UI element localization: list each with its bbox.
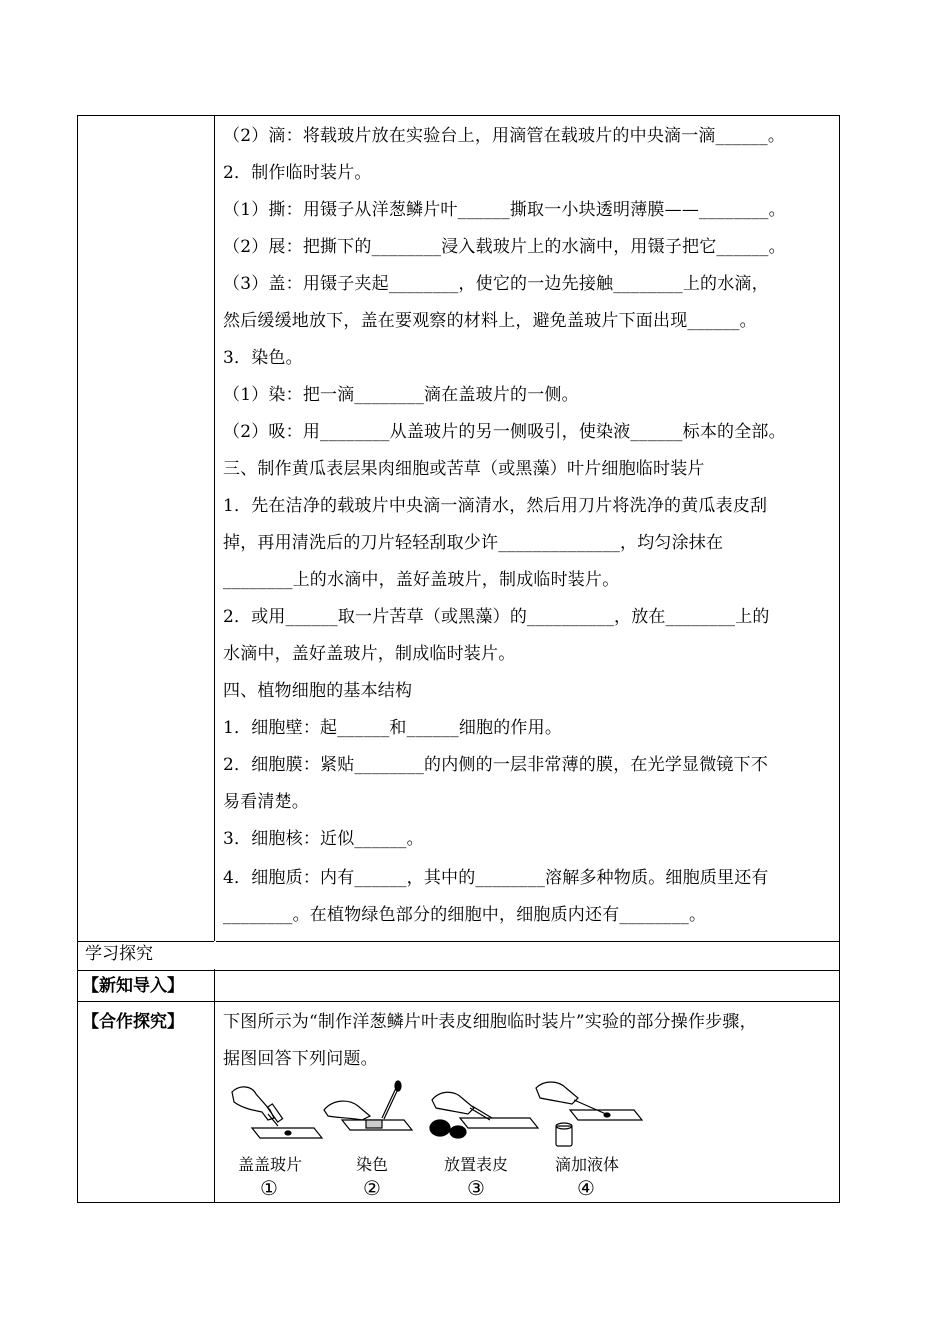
experiment-illustration [222,1080,652,1150]
step-number: ② [363,1176,381,1200]
step-number: ③ [467,1176,485,1200]
coop-text-line: 下图所示为“制作洋葱鳞片叶表皮细胞临时装片”实验的部分操作步骤， [223,1012,757,1032]
step1-illustration [232,1087,322,1138]
content-line: （3）盖：用镊子夹起________，使它的一边先接触________上的水滴， [223,274,769,294]
content-line: 1．细胞壁：起______和______细胞的作用。 [223,718,563,738]
figure-caption: 放置表皮 [444,1155,509,1174]
content-line: （2）展：把撕下的________浸入载玻片上的水滴中，用镊子把它______。 [223,237,786,257]
row-divider [78,1001,839,1002]
content-line: 易看清楚。 [223,792,309,812]
coop-text-line: 据图回答下列问题。 [223,1049,378,1069]
column-divider [214,116,215,1202]
step-number: ① [260,1176,278,1200]
content-line: ________上的水滴中，盖好盖玻片，制成临时装片。 [223,570,620,590]
content-line: 1．先在洁净的载玻片中央滴一滴清水，然后用刀片将洗净的黄瓜表皮刮 [223,496,768,516]
section-heading: 四、植物细胞的基本结构 [223,681,413,701]
step2-illustration [324,1081,412,1130]
step-number: ④ [577,1176,595,1200]
content-line: 3．染色。 [223,348,303,368]
content-line: 4．细胞质：内有______，其中的________溶解多种物质。细胞质里还有 [223,868,769,888]
content-line: ________。在植物绿色部分的细胞中，细胞质内还有________。 [223,905,707,925]
content-line: 然后缓缓地放下，盖在要观察的材料上，避免盖玻片下面出现______。 [223,311,757,331]
content-line: 掉，再用清洗后的刀片轻轻刮取少许______________，均匀涂抹在 [223,533,724,553]
figure-caption: 滴加液体 [555,1155,620,1174]
content-line: 水滴中，盖好盖玻片，制成临时装片。 [223,644,516,664]
figure-caption: 染色 [356,1155,389,1174]
figure-caption: 盖盖玻片 [238,1155,303,1174]
step4-illustration [536,1082,642,1146]
section-heading: 三、制作黄瓜表层果肉细胞或苦草（或黑藻）叶片细胞临时装片 [223,459,705,479]
content-line: （2）滴：将载玻片放在实验台上，用滴管在载玻片的中央滴一滴______。 [223,126,786,146]
content-line: （1）撕：用镊子从洋葱鳞片叶______撕取一小块透明薄膜——________。 [223,200,786,220]
row-divider [78,970,839,971]
step3-illustration [430,1092,538,1138]
section-study-label: 学习探究 [85,944,153,964]
content-line: （2）吸：用________从盖玻片的另一侧吸引，使染液______标本的全部。 [223,422,786,442]
content-line: 2．细胞膜：紧贴________的内侧的一层非常薄的膜，在光学显微镜下不 [223,755,769,775]
experiment-figure [222,1080,652,1200]
cooperative-inquiry-label: 【合作探究】 [82,1012,184,1032]
row-divider [78,941,839,942]
content-line: 2．制作临时装片。 [223,163,372,183]
content-line: （1）染：把一滴________滴在盖玻片的一侧。 [223,385,579,405]
new-knowledge-label: 【新知导入】 [82,976,184,996]
content-line: 2．或用______取一片苦草（或黑藻）的__________，放在________上的 [223,607,770,627]
content-line: 3．细胞核：近似______。 [223,829,424,849]
